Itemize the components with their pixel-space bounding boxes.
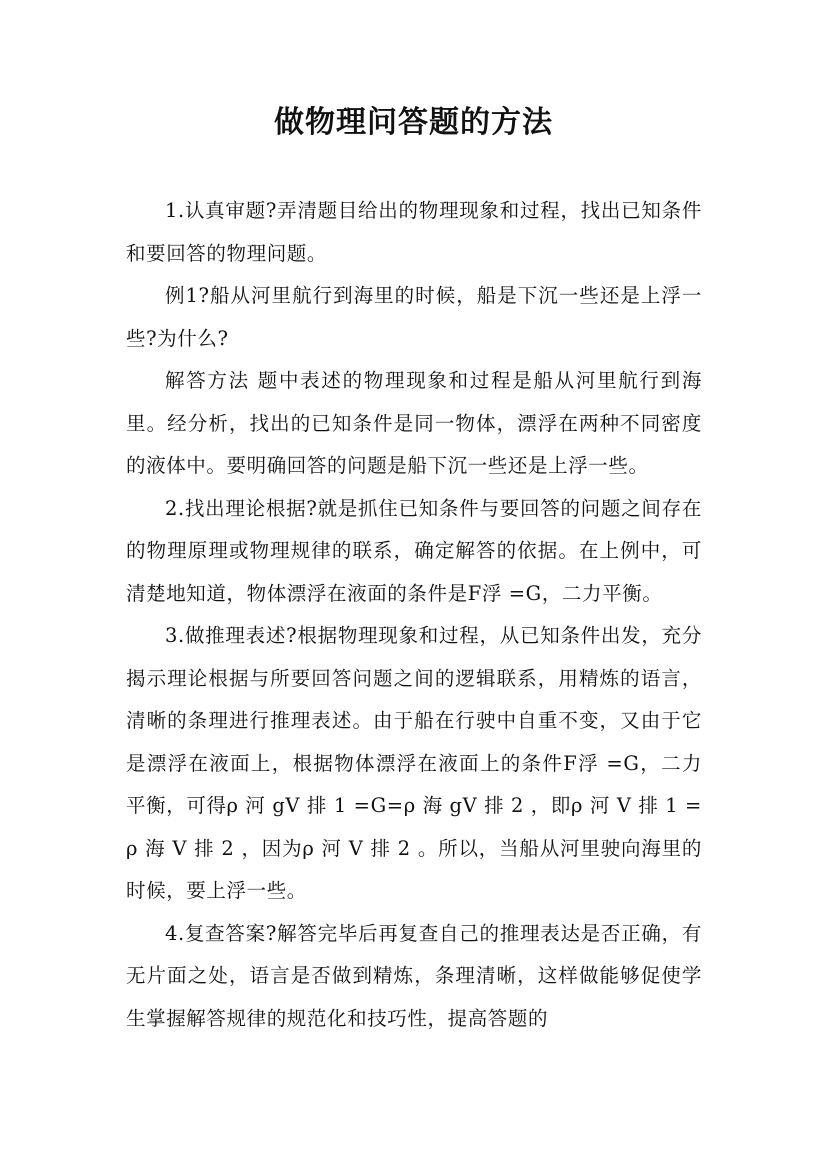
paragraph-step-1: 1.认真审题?弄清题目给出的物理现象和过程，找出已知条件和要回答的物理问题。 bbox=[126, 199, 702, 265]
paragraph-step-4: 4.复查答案?解答完毕后再复查自己的推理表达是否正确，有无片面之处，语言是否做到精炼，条理清晰，这样做能够促使学生掌握解答规律的规范化和技巧性，提高答题的 bbox=[126, 921, 702, 1030]
document-title: 做物理问答题的方法 bbox=[274, 105, 553, 140]
paragraph-step-2: 2.找出理论根据?就是抓住已知条件与要回答的问题之间存在的物理原理或物理规律的联系，确定解答的依据。在上例中，可清楚地知道，物体漂浮在液面的条件是F浮 =G，二力平衡。 bbox=[126, 496, 702, 605]
paragraph-step-3: 3.做推理表述?根据物理现象和过程，从已知条件出发，充分揭示理论根据与所要回答问题之间的逻辑联系，用精炼的语言，清晰的条理进行推理表述。由于船在行驶中自重不变，又由于它是漂浮在液面上，根据物体漂浮在液面上的条件F浮 =G，二力平衡，可得ρ 河 gV 排 1 =G=ρ 海 gV 排 2 ，即ρ 河 V 排 1 =ρ 海 V 排 2 ，因为ρ 河 V 排 2 。所以，当船从河里驶向海里的时候，要上浮一些。 bbox=[126, 624, 702, 902]
paragraph-solution-method: 解答方法 题中表述的物理现象和过程是船从河里航行到海里。经分析，找出的已知条件是同一物体，漂浮在两种不同密度的液体中。要明确回答的问题是船下沉一些还是上浮一些。 bbox=[126, 369, 702, 477]
document-body bbox=[126, 190, 702, 1040]
paragraph-example-1: 例1?船从河里航行到海里的时候，船是下沉一些还是上浮一些?为什么? bbox=[126, 284, 702, 350]
